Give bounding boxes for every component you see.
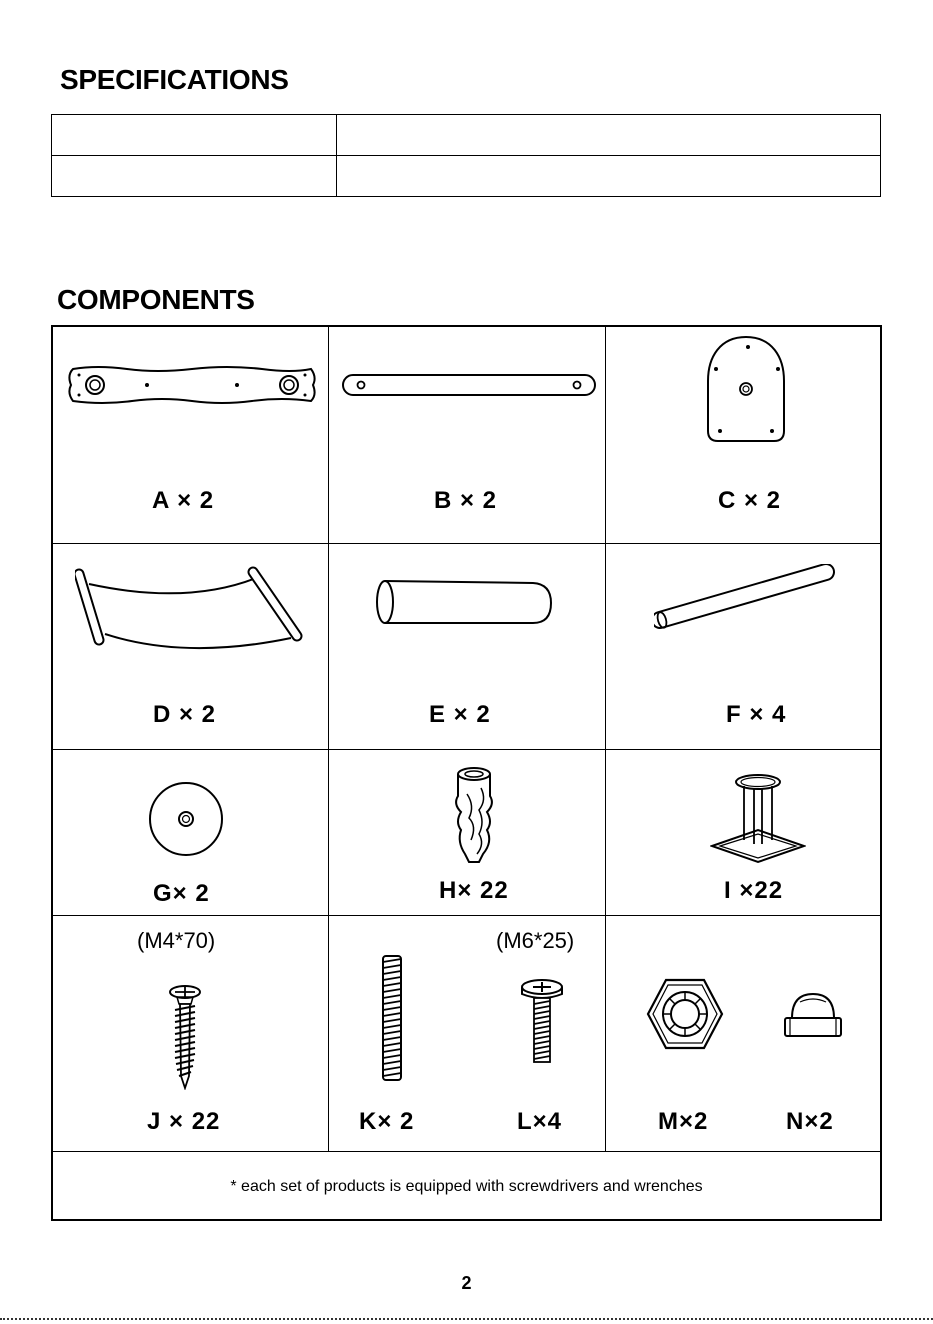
- component-label-i: I ×22: [724, 877, 784, 904]
- hook-bracket-icon: [710, 772, 806, 864]
- flat-bar-icon: [341, 371, 597, 399]
- rod-icon: [654, 564, 838, 636]
- component-label-h: H× 22: [439, 877, 509, 904]
- components-row: [53, 327, 880, 544]
- spec-label-cell: [52, 115, 337, 156]
- table-row: [52, 156, 881, 197]
- wall-anchor-icon: [449, 766, 499, 866]
- size-label-j: (M4*70): [137, 928, 216, 953]
- component-cell-i: [605, 750, 880, 915]
- component-cell-mn: [605, 916, 880, 1151]
- mounting-plate-icon: [706, 335, 786, 445]
- components-row: [53, 750, 880, 916]
- component-label-k: K× 2: [359, 1108, 415, 1135]
- spec-label-cell: [52, 156, 337, 197]
- component-label-a: A × 2: [152, 487, 215, 514]
- page-number: 2: [461, 1273, 472, 1293]
- tools-note: * each set of products is equipped with screwdrivers and wrenches: [230, 1178, 703, 1195]
- components-note-row: [53, 1152, 880, 1219]
- component-cell-h: [328, 750, 605, 915]
- components-row: [53, 544, 880, 750]
- components-heading: COMPONENTS: [57, 284, 255, 315]
- component-label-c: C × 2: [718, 487, 782, 514]
- threaded-rod-icon: [379, 954, 405, 1082]
- component-cell-c: [605, 327, 880, 543]
- components-row: [53, 916, 880, 1152]
- component-cell-a: [53, 327, 328, 543]
- component-cell-g: [53, 750, 328, 915]
- component-label-b: B × 2: [434, 487, 498, 514]
- table-row: [52, 115, 881, 156]
- component-label-l: L×4: [517, 1108, 563, 1135]
- component-label-d: D × 2: [153, 701, 217, 728]
- spec-value-cell: [337, 156, 881, 197]
- machine-bolt-icon: [519, 978, 565, 1066]
- bottom-border: [0, 1318, 933, 1320]
- specifications-table: [51, 114, 881, 197]
- component-cell-f: [605, 544, 880, 749]
- hammock-seat-icon: [75, 566, 305, 652]
- component-cell-kl: [328, 916, 605, 1151]
- cap-nut-icon: [782, 990, 844, 1040]
- bracket-plate-icon: [67, 365, 317, 405]
- components-grid: [51, 325, 882, 1221]
- specifications-heading: SPECIFICATIONS: [60, 64, 289, 95]
- component-label-m: M×2: [658, 1108, 709, 1135]
- washer-disc-icon: [147, 780, 225, 858]
- component-label-f: F × 4: [726, 701, 787, 728]
- component-cell-j: [53, 916, 328, 1151]
- hex-nut-icon: [646, 978, 724, 1050]
- spec-value-cell: [337, 115, 881, 156]
- component-label-n: N×2: [786, 1108, 834, 1135]
- component-label-g: G× 2: [153, 880, 210, 907]
- size-label-l: (M6*25): [496, 928, 575, 953]
- wood-screw-icon: [167, 984, 203, 1090]
- component-label-j: J × 22: [147, 1108, 221, 1135]
- component-cell-e: [328, 544, 605, 749]
- component-label-e: E × 2: [429, 701, 491, 728]
- component-cell-d: [53, 544, 328, 749]
- component-cell-b: [328, 327, 605, 543]
- cylinder-tube-icon: [373, 578, 555, 628]
